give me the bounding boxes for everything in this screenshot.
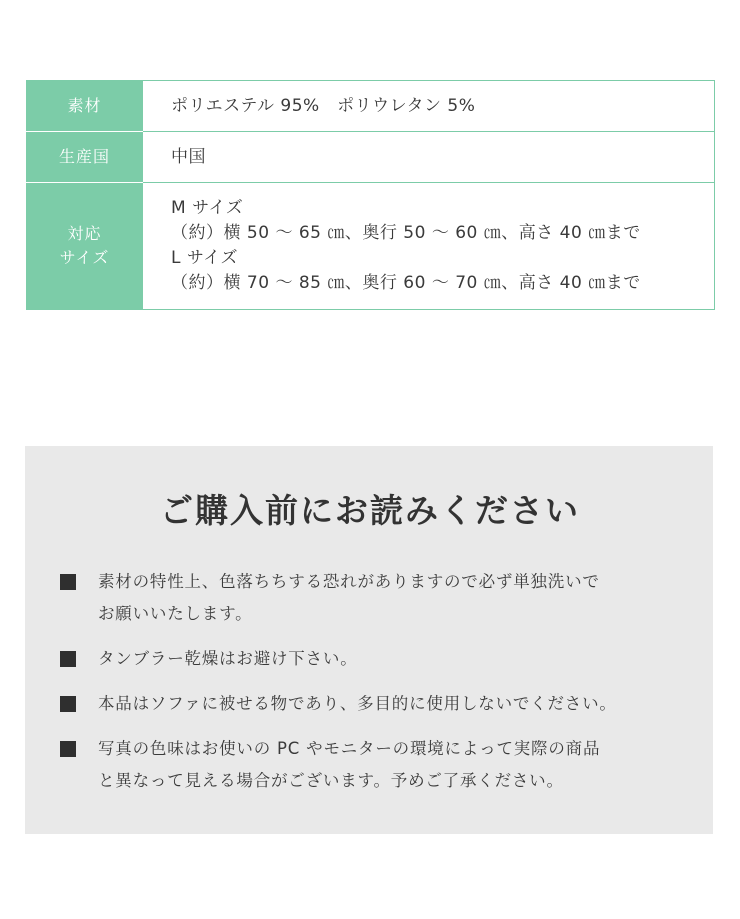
notice-item-line: お願いいたします。 bbox=[98, 604, 253, 623]
spec-value-size bbox=[143, 183, 715, 310]
spec-value-line: L サイズ bbox=[171, 248, 239, 268]
spec-value-line: 中国 bbox=[171, 146, 206, 167]
notice-item-line: と異なって見える場合がございます。予めご了承ください。 bbox=[98, 771, 564, 790]
black-square-bullet-icon bbox=[60, 574, 76, 590]
spec-table bbox=[26, 80, 715, 310]
spec-value-line: M サイズ bbox=[171, 198, 244, 218]
notice-item-line: タンブラー乾燥はお避け下さい。 bbox=[98, 649, 358, 668]
spec-label-origin: 生産国 bbox=[27, 132, 143, 183]
spec-value-line: （約）横 70 ～ 85 ㎝、奥行 60 ～ 70 ㎝、高さ 40 ㎝まで bbox=[171, 273, 641, 293]
spec-label-size-line: 対応 bbox=[67, 224, 102, 243]
notice-item bbox=[60, 643, 700, 675]
spec-value-origin bbox=[143, 132, 715, 183]
spec-value-line: ポリエステル 95% ポリウレタン 5% bbox=[171, 95, 476, 116]
notice-title: ご購入前にお読みください bbox=[160, 491, 580, 530]
notice-list bbox=[60, 566, 700, 797]
spec-label-size bbox=[27, 183, 143, 310]
notice-item-line: 本品はソファに被せる物であり、多目的に使用しないでください。 bbox=[98, 694, 617, 713]
notice-item bbox=[60, 688, 700, 720]
spec-value-line: （約）横 50 ～ 65 ㎝、奥行 50 ～ 60 ㎝、高さ 40 ㎝まで bbox=[171, 223, 641, 243]
spec-row-origin bbox=[27, 132, 715, 183]
notice-item bbox=[60, 733, 700, 797]
spec-label-size-line: サイズ bbox=[59, 248, 110, 267]
black-square-bullet-icon bbox=[60, 651, 76, 667]
spec-row-size bbox=[27, 183, 715, 310]
notice-item bbox=[60, 566, 700, 630]
spec-label-material: 素材 bbox=[27, 81, 143, 132]
black-square-bullet-icon bbox=[60, 696, 76, 712]
notice-item-line: 素材の特性上、色落ちちする恐れがありますので必ず単独洗いで bbox=[98, 572, 600, 591]
spec-row-material bbox=[27, 81, 715, 132]
notice-item-line: 写真の色味はお使いの PC やモニターの環境によって実際の商品 bbox=[98, 739, 601, 758]
spec-value-material bbox=[143, 81, 715, 132]
black-square-bullet-icon bbox=[60, 741, 76, 757]
